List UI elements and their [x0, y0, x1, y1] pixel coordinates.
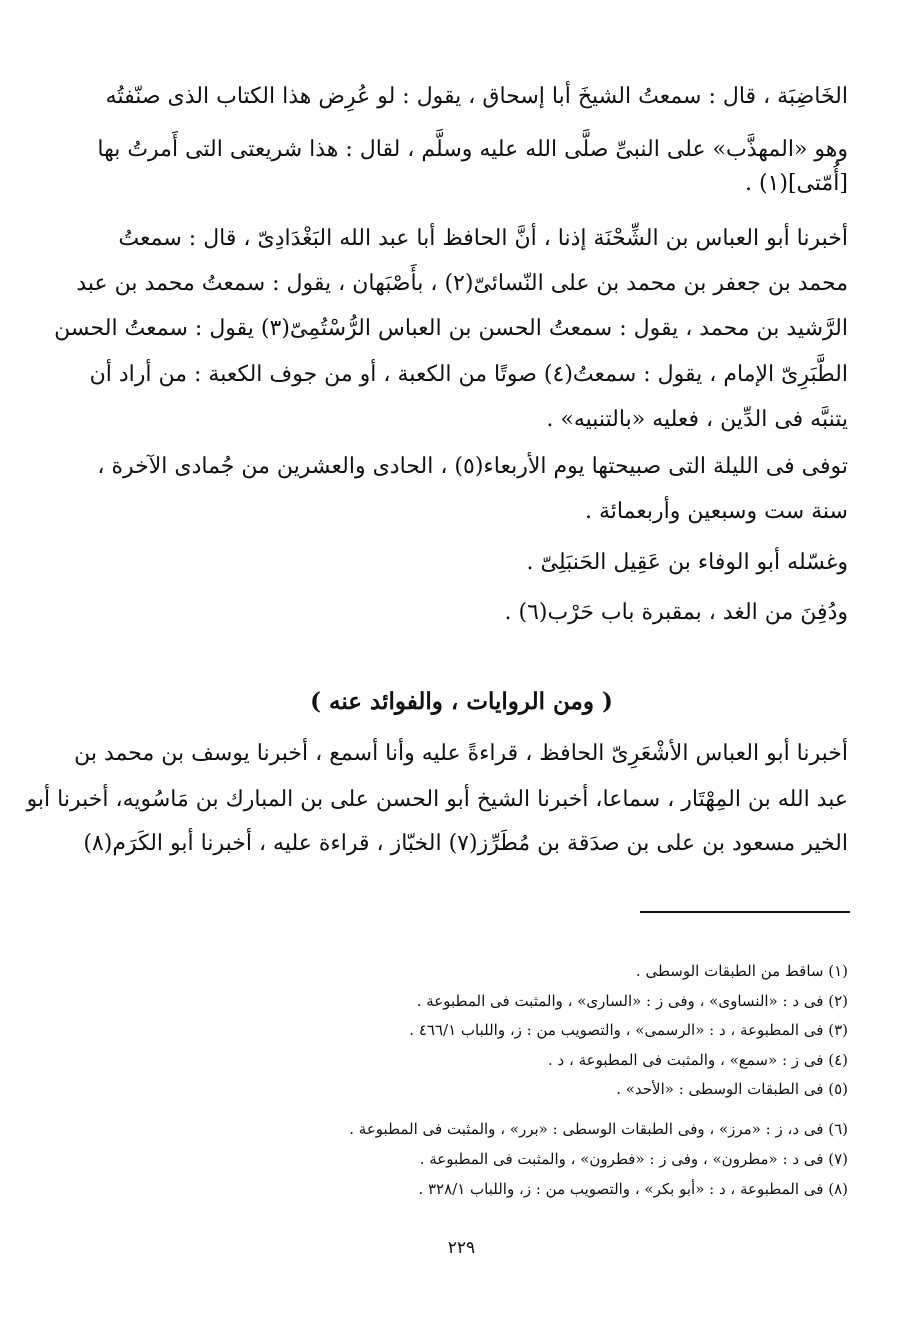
footnote: (٤) فى ز : «سمع» ، والمثبت فى المطبوعة ، د .: [548, 1051, 848, 1069]
footnote: (٣) فى المطبوعة ، د : «الرسمى» ، والتصويب من : ز، واللباب ٤٦٦/١ .: [409, 1021, 848, 1039]
page-number: ٢٢٩: [447, 1238, 476, 1258]
body-line: الطَّبَرِىّ الإمام ، يقول : سمعتُ(٤) صوتًا من الكعبة ، أو من جوف الكعبة : من أراد أن: [89, 362, 848, 387]
body-line: عبد الله بن المِهْتَار ، سماعا، أخبرنا الشيخ أبو الحسن على بن المبارك بن مَاسُويه، أخبرنا أبو: [26, 787, 848, 812]
body-line: [أُمّتى](١) .: [744, 171, 848, 196]
body-line: أخبرنا أبو العباس الأشْعَرِىّ الحافظ ، قراءةً عليه وأنا أسمع ، أخبرنا يوسف بن محمد بن: [74, 741, 848, 766]
footnote: (٧) فى د : «مطرون» ، وفى ز : «فطرون» ، والمثبت فى المطبوعة .: [419, 1150, 848, 1168]
footnote: (٨) فى المطبوعة ، د : «أبو بكر» ، والتصويب من : ز، واللباب ٣٢٨/١ .: [418, 1180, 848, 1198]
body-line: الرَّشيد بن محمد ، يقول : سمعتُ الحسن بن العباس الرُّسْتُمِىّ(٣) يقول : سمعتُ الحسن: [54, 316, 848, 341]
body-line: الخَاضِبَة ، قال : سمعتُ الشيخَ أبا إسحاق ، يقول : لو عُرِض هذا الكتاب الذى صنّفتُه: [105, 84, 848, 109]
body-line: محمد بن جعفر بن محمد بن على النّسائىّ(٢) ، بأَصْبَهان ، يقول : سمعتُ محمد بن عبد: [76, 271, 848, 296]
footnote: (٦) فى د، ز : «مرز» ، وفى الطبقات الوسطى : «برر» ، والمثبت فى المطبوعة .: [349, 1120, 848, 1138]
body-line: وهو «المهذَّب» على النبىِّ صلَّى الله عليه وسلَّم ، لقال : هذا شريعتى التى أَمرتُ بها: [97, 137, 848, 162]
body-line: يتنبَّه فى الدِّين ، فعليه «بالتنبيه» .: [546, 407, 848, 432]
body-line: توفى فى الليلة التى صبيحتها يوم الأربعاء(٥) ، الحادى والعشرين من جُمادى الآخرة ،: [97, 454, 848, 479]
footnote: (٢) فى د : «النساوى» ، وفى ز : «السارى» ، والمثبت فى المطبوعة .: [416, 992, 848, 1010]
body-line: وغسّله أبو الوفاء بن عَقِيل الحَنبَلِىّ .: [526, 550, 848, 575]
body-line: الخير مسعود بن على بن صدَقة بن مُطَرِّز(٧) الخبّاز ، قراءة عليه ، أخبرنا أبو الكَرَم(٨): [83, 831, 848, 856]
section-heading: ( ومن الروايات ، والفوائد عنه ): [310, 688, 613, 715]
footnote: (١) ساقط من الطبقات الوسطى .: [635, 962, 848, 980]
footnote-separator: [640, 911, 850, 913]
body-line: أخبرنا أبو العباس بن الشِّحْنَة إذنا ، أنَّ الحافظ أبا عبد الله البَغْدَادِىّ ، قال : سمعتُ: [118, 226, 848, 251]
body-line: ودُفِنَ من الغد ، بمقبرة باب حَرْب(٦) .: [504, 600, 848, 625]
body-line: سنة ست وسبعين وأربعمائة .: [584, 499, 848, 524]
footnote: (٥) فى الطبقات الوسطى : «الأحد» .: [616, 1080, 848, 1098]
